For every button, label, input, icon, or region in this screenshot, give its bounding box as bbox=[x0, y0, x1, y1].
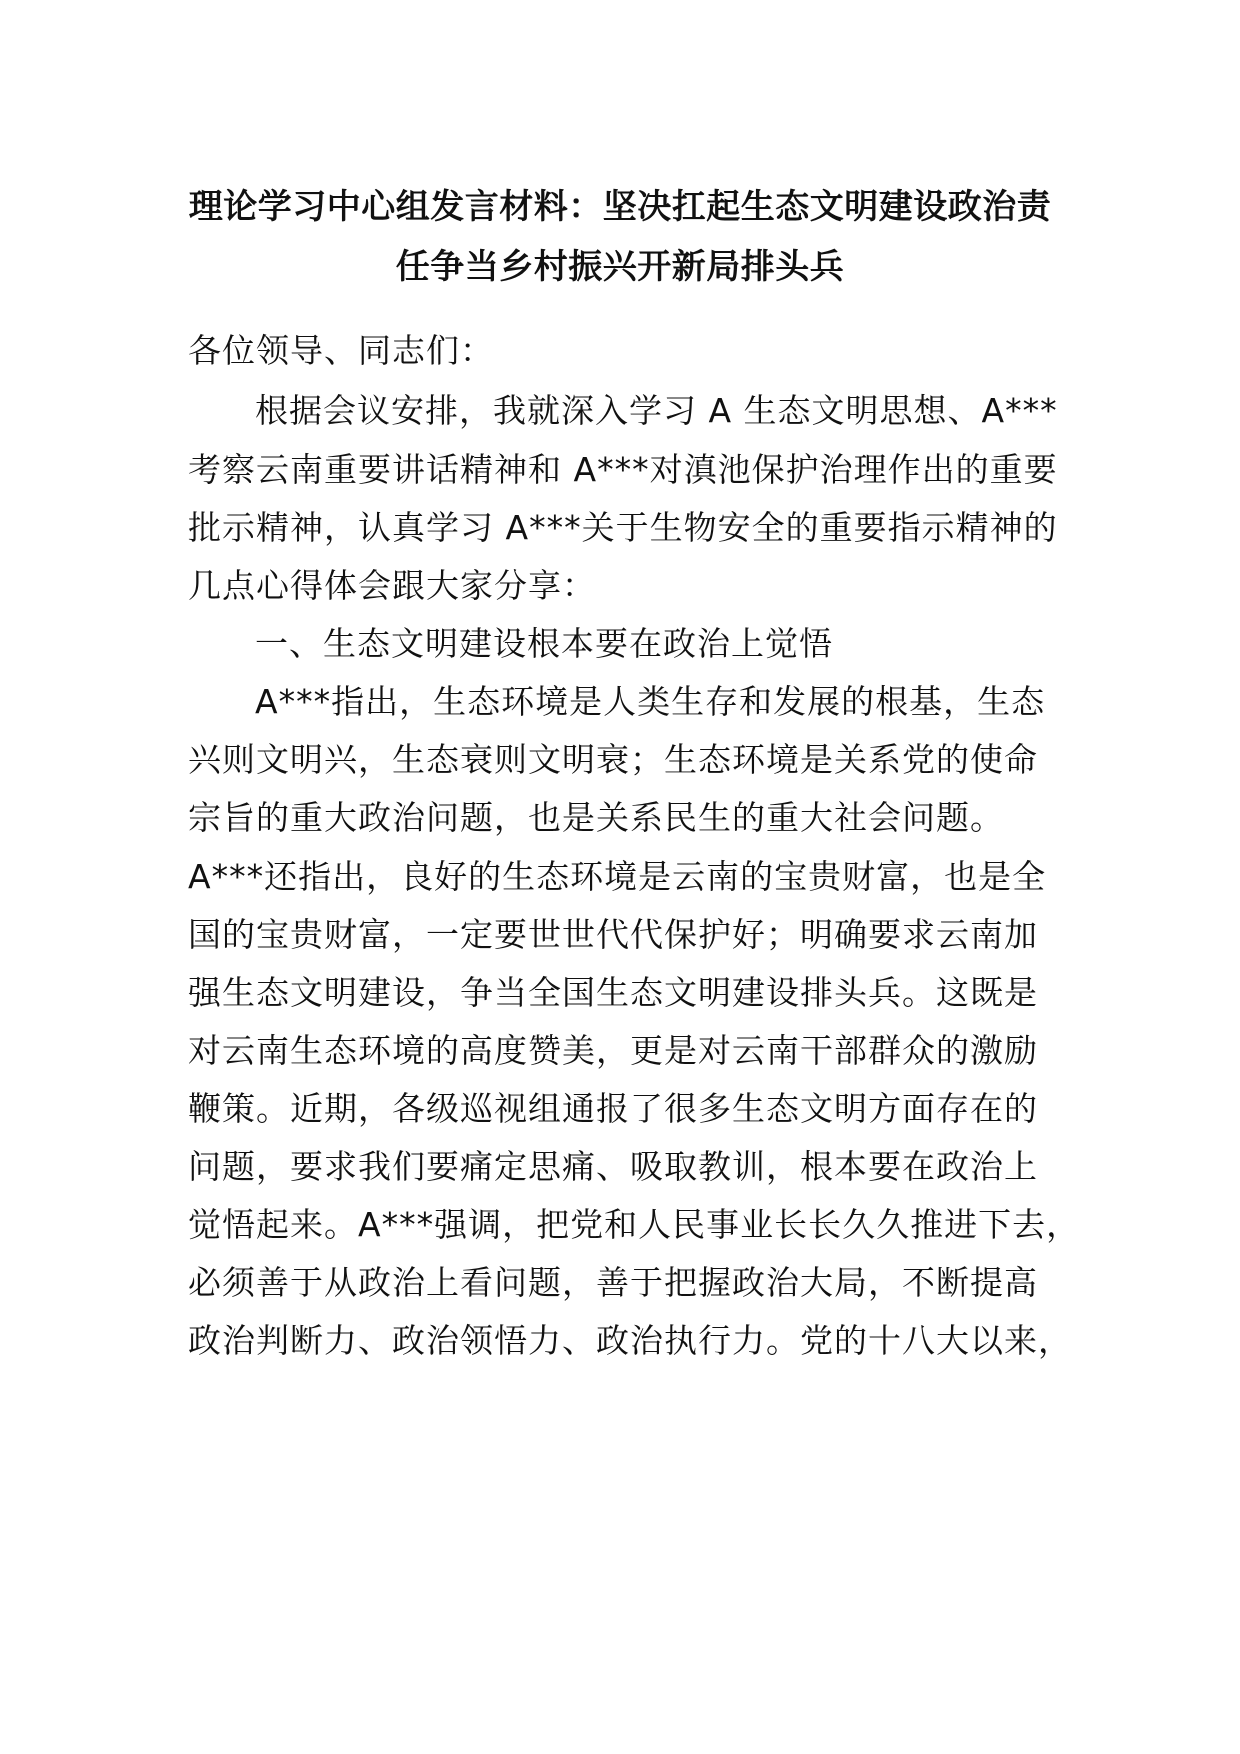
body-line: 考察云南重要讲话精神和 A***对滇池保护治理作出的重要 bbox=[188, 450, 1058, 489]
body-line: 强生态文明建设，争当全国生态文明建设排头兵。这既是 bbox=[188, 973, 1038, 1012]
body-line: 对云南生态环境的高度赞美，更是对云南干部群众的激励 bbox=[188, 1031, 1038, 1070]
section-heading: 一、生态文明建设根本要在政治上觉悟 bbox=[255, 624, 833, 663]
body-line: 兴则文明兴，生态衰则文明衰；生态环境是关系党的使命 bbox=[188, 740, 1038, 779]
salutation: 各位领导、同志们： bbox=[188, 331, 494, 370]
body-line: 鞭策。近期，各级巡视组通报了很多生态文明方面存在的 bbox=[188, 1089, 1038, 1128]
document-title-line-1: 理论学习中心组发言材料：坚决扛起生态文明建设政治责 bbox=[188, 187, 1052, 227]
body-line: 根据会议安排，我就深入学习 A 生态文明思想、A*** bbox=[255, 391, 1058, 430]
body-line: 国的宝贵财富，一定要世世代代保护好；明确要求云南加 bbox=[188, 915, 1038, 954]
body-line: 批示精神，认真学习 A***关于生物安全的重要指示精神的 bbox=[188, 508, 1058, 547]
body-line: 问题，要求我们要痛定思痛、吸取教训，根本要在政治上 bbox=[188, 1147, 1038, 1186]
document-title-line-2: 任争当乡村振兴开新局排头兵 bbox=[395, 247, 845, 287]
body-line: A***还指出，良好的生态环境是云南的宝贵财富，也是全 bbox=[188, 857, 1047, 896]
body-line: 觉悟起来。A***强调，把党和人民事业长长久久推进下去， bbox=[188, 1205, 1081, 1244]
body-line: 几点心得体会跟大家分享： bbox=[188, 566, 596, 605]
body-line: 政治判断力、政治领悟力、政治执行力。党的十八大以来， bbox=[188, 1321, 1072, 1360]
body-line: 必须善于从政治上看问题，善于把握政治大局，不断提高 bbox=[188, 1263, 1038, 1302]
body-line: A***指出，生态环境是人类生存和发展的根基，生态 bbox=[255, 682, 1046, 721]
body-line: 宗旨的重大政治问题，也是关系民生的重大社会问题。 bbox=[188, 798, 1004, 837]
